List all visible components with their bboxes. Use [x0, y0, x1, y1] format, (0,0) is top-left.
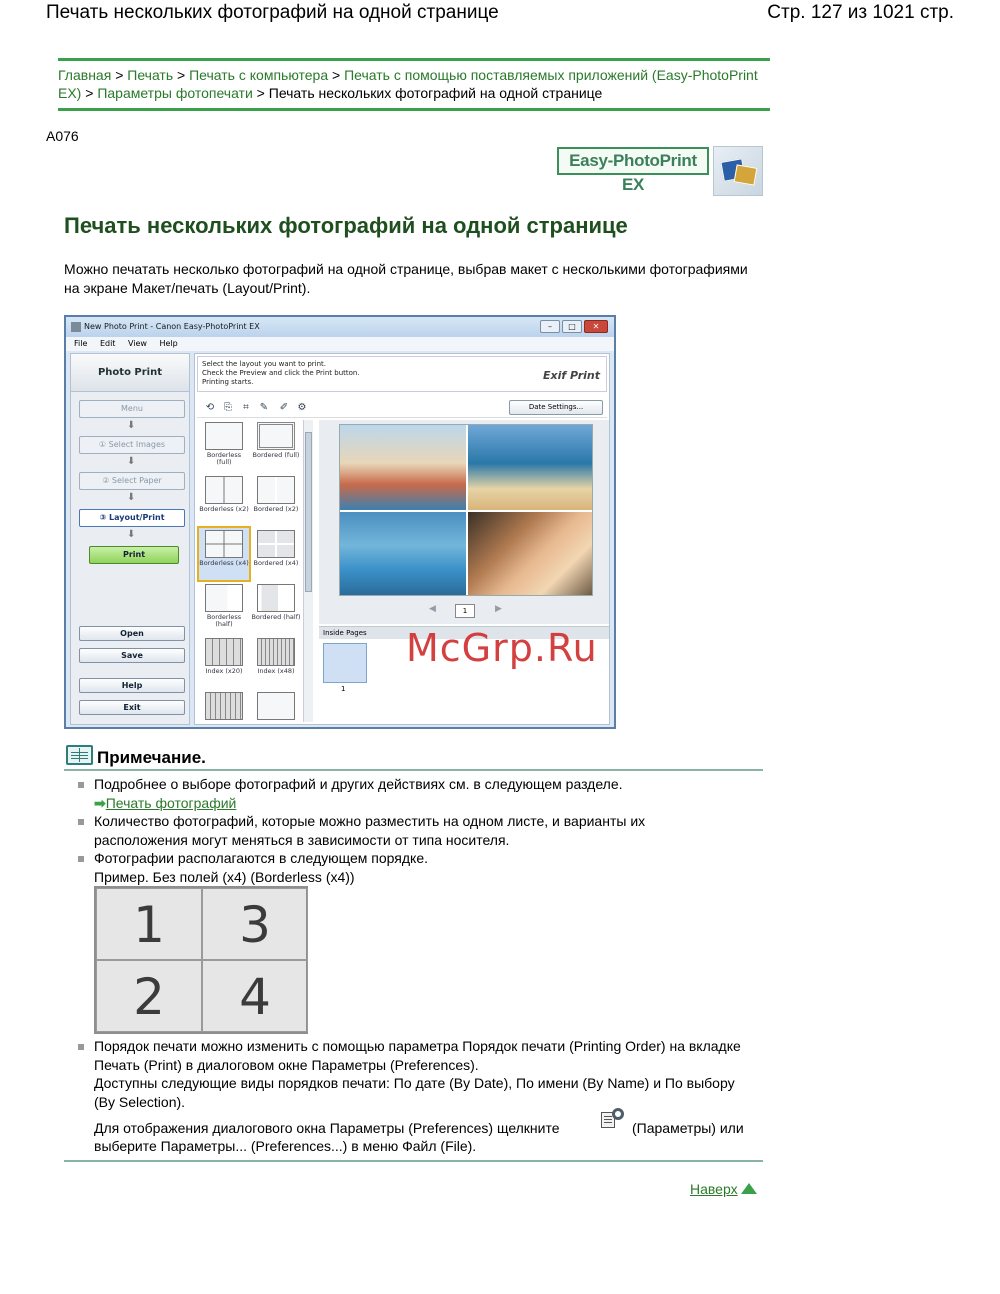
print-order-grid [94, 886, 308, 1034]
watermark: McGrp.Ru [406, 626, 598, 670]
photo-child-beach[interactable] [340, 425, 466, 510]
minimize-icon[interactable]: – [540, 320, 560, 333]
save-button[interactable]: Save [79, 648, 185, 663]
header-title: Печать нескольких фотографий на одной странице [46, 2, 499, 23]
instruction-line: Check the Preview and click the Print button. [202, 369, 360, 377]
layout-label: Borderless (half) [206, 613, 242, 628]
exif-print-logo: Exif Print [542, 369, 600, 382]
layout-scrollbar[interactable] [303, 420, 313, 722]
layout-index-x20[interactable] [199, 636, 249, 688]
layout-list [197, 420, 315, 722]
page-thumbnail[interactable] [323, 643, 367, 683]
paint-icon[interactable]: ✐ [279, 402, 289, 413]
grid-cell: 3 [202, 888, 308, 960]
triangle-up-icon [741, 1183, 757, 1194]
page-title: Печать нескольких фотографий на одной странице [64, 213, 628, 238]
help-button[interactable]: Help [79, 678, 185, 693]
step-select-images[interactable]: ① Select Images [79, 436, 185, 454]
breadcrumb-sep: > [256, 85, 265, 101]
layout-borderless-x4[interactable] [199, 528, 249, 580]
note-item-4 [94, 1037, 744, 1111]
breadcrumb-home[interactable]: Главная [58, 67, 112, 83]
layout-borderless-full[interactable] [199, 420, 249, 472]
menu-view[interactable]: View [127, 339, 147, 348]
left-panel-header: Photo Print [71, 354, 189, 392]
window-controls [540, 320, 610, 334]
layout-borderless-x2[interactable] [199, 474, 249, 526]
layout-label: Index (x20) [205, 667, 243, 675]
breadcrumb-sep: > [115, 67, 124, 83]
note-item-2: Количество фотографий, которые можно разместить на одном листе, и варианты их расположения могут меняться в зависимости от типа носителя. [94, 813, 646, 848]
preferences-icon [601, 1108, 627, 1132]
breadcrumb-print-with-apps[interactable]: Печать с помощью поставляемых приложений (Easy-PhotoPrint EX) [58, 67, 758, 101]
prev-page-icon[interactable]: ◀ [429, 604, 436, 614]
layout-label: Bordered (x4) [253, 559, 299, 567]
close-icon[interactable]: ✕ [584, 320, 608, 333]
step-menu[interactable]: Menu [79, 400, 185, 418]
layout-label: Index (x48) [257, 667, 295, 675]
book-icon [66, 745, 93, 765]
maximize-icon[interactable]: □ [562, 320, 582, 333]
inside-pages-label: Inside Pages [319, 627, 609, 639]
app-window-title: New Photo Print - Canon Easy-PhotoPrint EX [84, 322, 260, 331]
instruction-line: Select the layout you want to print. [202, 360, 327, 368]
easy-photoprint-logo: Easy-PhotoPrint EX [557, 147, 709, 175]
layout-label: Bordered (half) [251, 613, 301, 621]
breadcrumb-sep: > [85, 85, 94, 101]
back-to-top-link[interactable] [690, 1181, 757, 1197]
note-item-3 [94, 849, 774, 886]
layout-label: Borderless (full) [206, 451, 242, 466]
layout-index-x48[interactable] [251, 636, 301, 688]
app-menubar [66, 337, 614, 351]
breadcrumb-sep: > [177, 67, 186, 83]
breadcrumb [58, 58, 770, 111]
menu-help[interactable]: Help [159, 339, 178, 348]
breadcrumb-print-from-computer[interactable]: Печать с компьютера [189, 67, 329, 83]
app-icon [71, 322, 81, 332]
layout-label: Borderless (x2) [199, 505, 249, 513]
step-select-paper[interactable]: ② Select Paper [79, 472, 185, 490]
crop-icon[interactable]: ⌗ [243, 402, 249, 413]
layout-label: Bordered (full) [252, 451, 300, 459]
layout-bordered-x2[interactable] [251, 474, 301, 526]
layout-borderless-half[interactable] [199, 582, 249, 634]
intro-text: Можно печатать несколько фотографий на одной странице, выбрав макет с несколькими фотографиями на экране Макет/печать (Layout/Print). [64, 261, 748, 296]
layout-preview [319, 420, 609, 600]
layout-label: Borderless (x4) [199, 559, 249, 567]
link-print-photos[interactable]: Печать фотографий [105, 794, 237, 811]
bullet [78, 1040, 88, 1048]
rotate-page-icon[interactable]: ⎘ [224, 402, 232, 413]
breadcrumb-sep: > [332, 67, 341, 83]
bullet [78, 815, 88, 823]
photo-kids-water[interactable] [340, 512, 466, 595]
print-button[interactable]: Print [89, 546, 179, 564]
layout-bordered-half[interactable] [251, 582, 301, 634]
app-titlebar [66, 317, 614, 337]
arrow-down-icon: ⬇ [127, 492, 136, 503]
document-id: A076 [46, 128, 79, 144]
note-item-4-p2: Доступны следующие виды порядков печати: По дате (By Date), По имени (By Name) и По выбору (By Selection). [94, 1075, 735, 1110]
header-page-number: Стр. 127 из 1021 стр. [767, 2, 954, 23]
photo-family-beach[interactable] [468, 425, 592, 510]
note-item-3-text: Фотографии располагаются в следующем порядке. [94, 850, 428, 866]
brand-banner [557, 146, 763, 196]
photo-stack-icon [713, 146, 763, 196]
exit-button[interactable]: Exit [79, 700, 185, 715]
note-item-4-p3c: выберите Параметры... (Preferences...) в меню Файл (File). [94, 1138, 477, 1154]
menu-file[interactable]: File [74, 339, 88, 348]
note-item-4-p1: Порядок печати можно изменить с помощью параметра Порядок печати (Printing Order) на вкладке Печать (Print) в диалоговом окне Параметры (Preferences). [94, 1038, 741, 1073]
note-item-4-p3b: (Параметры) или [632, 1120, 744, 1136]
layout-more[interactable] [251, 690, 301, 722]
instruction-line: Printing starts. [202, 378, 254, 386]
layout-toolbar [197, 398, 607, 418]
note-item-1-text: Подробнее о выборе фотографий и других действиях см. в следующем разделе. [94, 776, 623, 792]
back-to-top-label: Наверх [690, 1181, 738, 1197]
note-item-4-p3a: Для отображения диалогового окна Параметры (Preferences) щелкните [94, 1120, 560, 1136]
arrow-down-icon: ⬇ [127, 420, 136, 431]
grid-cell: 4 [202, 960, 308, 1032]
date-settings-button[interactable]: Date Settings... [509, 400, 603, 415]
breadcrumb-print[interactable]: Печать [127, 67, 174, 83]
note-heading: Примечание. [97, 748, 206, 767]
page-navigation [319, 600, 609, 624]
note-item-1 [94, 775, 774, 812]
open-button[interactable]: Open [79, 626, 185, 641]
preferences-icon[interactable]: ⚙ [297, 402, 307, 413]
layout-bordered-full[interactable] [251, 420, 301, 472]
app-left-panel [70, 353, 190, 725]
photo-father-child[interactable] [468, 512, 592, 595]
breadcrumb-current: Печать нескольких фотографий на одной странице [268, 85, 603, 101]
page-header [46, 2, 954, 28]
menu-edit[interactable]: Edit [99, 339, 116, 348]
layout-label: Bordered (x2) [253, 505, 299, 513]
rotate-icon[interactable]: ⟲ [205, 402, 215, 413]
note-header [64, 745, 763, 771]
layout-more[interactable] [199, 690, 249, 722]
step-layout-print[interactable]: ③ Layout/Print [79, 509, 185, 527]
page-thumbnail-number: 1 [341, 685, 346, 693]
divider [64, 1160, 763, 1162]
page-indicator: 1 [455, 604, 475, 618]
note-item-3-example: Пример. Без полей (x4) (Borderless (x4)) [94, 868, 355, 885]
preview-sheet [339, 424, 593, 596]
layout-bordered-x4[interactable] [251, 528, 301, 580]
grid-cell: 2 [96, 960, 202, 1032]
breadcrumb-photo-print-settings[interactable]: Параметры фотопечати [97, 85, 253, 101]
bullet [78, 852, 88, 860]
next-page-icon[interactable]: ▶ [495, 604, 502, 614]
bullet [78, 778, 88, 786]
instructions-box [197, 356, 607, 392]
grid-cell: 1 [96, 888, 202, 960]
arrow-down-icon: ⬇ [127, 456, 136, 467]
arrow-down-icon: ⬇ [127, 529, 136, 540]
arrow-right-icon: ➡ [94, 794, 106, 811]
correct-icon[interactable]: ✎ [259, 402, 269, 413]
